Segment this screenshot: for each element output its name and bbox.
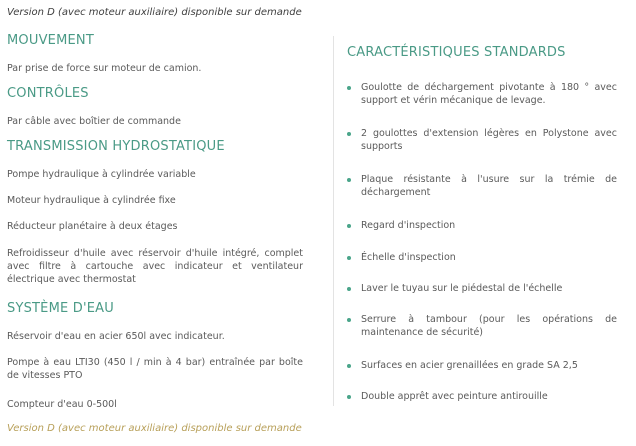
transmission-item: Réducteur planétaire à deux étages xyxy=(7,221,178,232)
list-item xyxy=(347,219,617,232)
transmission-item: Refroidisseur d'huile avec réservoir d'huile intégré, complet avec filtre à cartouche avec indicateur et ventilateur électrique avec thermostat xyxy=(7,248,303,285)
heading-standards: CARACTÉRISTIQUES STANDARDS xyxy=(347,45,566,60)
transmission-item: Moteur hydraulique à cylindrée fixe xyxy=(7,195,176,206)
bullet-icon xyxy=(347,224,351,228)
bullet-icon xyxy=(347,364,351,368)
bullet-icon xyxy=(347,132,351,136)
list-item xyxy=(347,359,617,372)
list-item xyxy=(347,313,617,339)
list-item-text: Serrure à tambour (pour les opérations de maintenance de sécurité) xyxy=(361,314,617,338)
list-item-text: Surfaces en acier grenaillées en grade SA 2,5 xyxy=(361,360,578,371)
controles-text: Par câble avec boîtier de commande xyxy=(7,116,181,127)
list-item-text: 2 goulottes d'extension légères en Polystone avec supports xyxy=(361,128,617,152)
bullet-icon xyxy=(347,287,351,291)
list-item-text: Regard d'inspection xyxy=(361,220,456,231)
bullet-icon xyxy=(347,395,351,399)
list-item xyxy=(347,81,617,107)
eau-item: Réservoir d'eau en acier 650l avec indicateur. xyxy=(7,331,225,342)
list-item-text: Échelle d'inspection xyxy=(361,252,456,263)
heading-transmission: TRANSMISSION HYDROSTATIQUE xyxy=(7,139,225,154)
list-item xyxy=(347,173,617,199)
bullet-icon xyxy=(347,178,351,182)
transmission-item: Pompe hydraulique à cylindrée variable xyxy=(7,169,196,180)
bottom-note: Version D (avec moteur auxiliaire) disponible sur demande xyxy=(7,423,302,434)
list-item-text: Laver le tuyau sur le piédestal de l'échelle xyxy=(361,283,563,294)
list-item xyxy=(347,282,617,295)
eau-item: Pompe à eau LTI30 (450 l / min à 4 bar) entraînée par boîte de vitesses PTO xyxy=(7,357,303,381)
eau-item: Compteur d'eau 0-500l xyxy=(7,399,117,410)
heading-eau: SYSTÈME D'EAU xyxy=(7,301,114,316)
column-divider xyxy=(333,36,334,406)
mouvement-text: Par prise de force sur moteur de camion. xyxy=(7,63,202,74)
list-item xyxy=(347,390,617,403)
list-item-text: Goulotte de déchargement pivotante à 180 ° avec support et vérin mécanique de levage. xyxy=(361,82,617,106)
list-item-text: Double apprêt avec peinture antirouille xyxy=(361,391,548,402)
heading-controles: CONTRÔLES xyxy=(7,86,89,101)
list-item xyxy=(347,127,617,153)
bullet-icon xyxy=(347,318,351,322)
list-item-text: Plaque résistante à l'usure sur la trémie de déchargement xyxy=(361,174,617,198)
heading-mouvement: MOUVEMENT xyxy=(7,33,94,48)
top-note: Version D (avec moteur auxiliaire) disponible sur demande xyxy=(7,7,302,18)
bullet-icon xyxy=(347,86,351,90)
bullet-icon xyxy=(347,256,351,260)
list-item xyxy=(347,251,617,264)
